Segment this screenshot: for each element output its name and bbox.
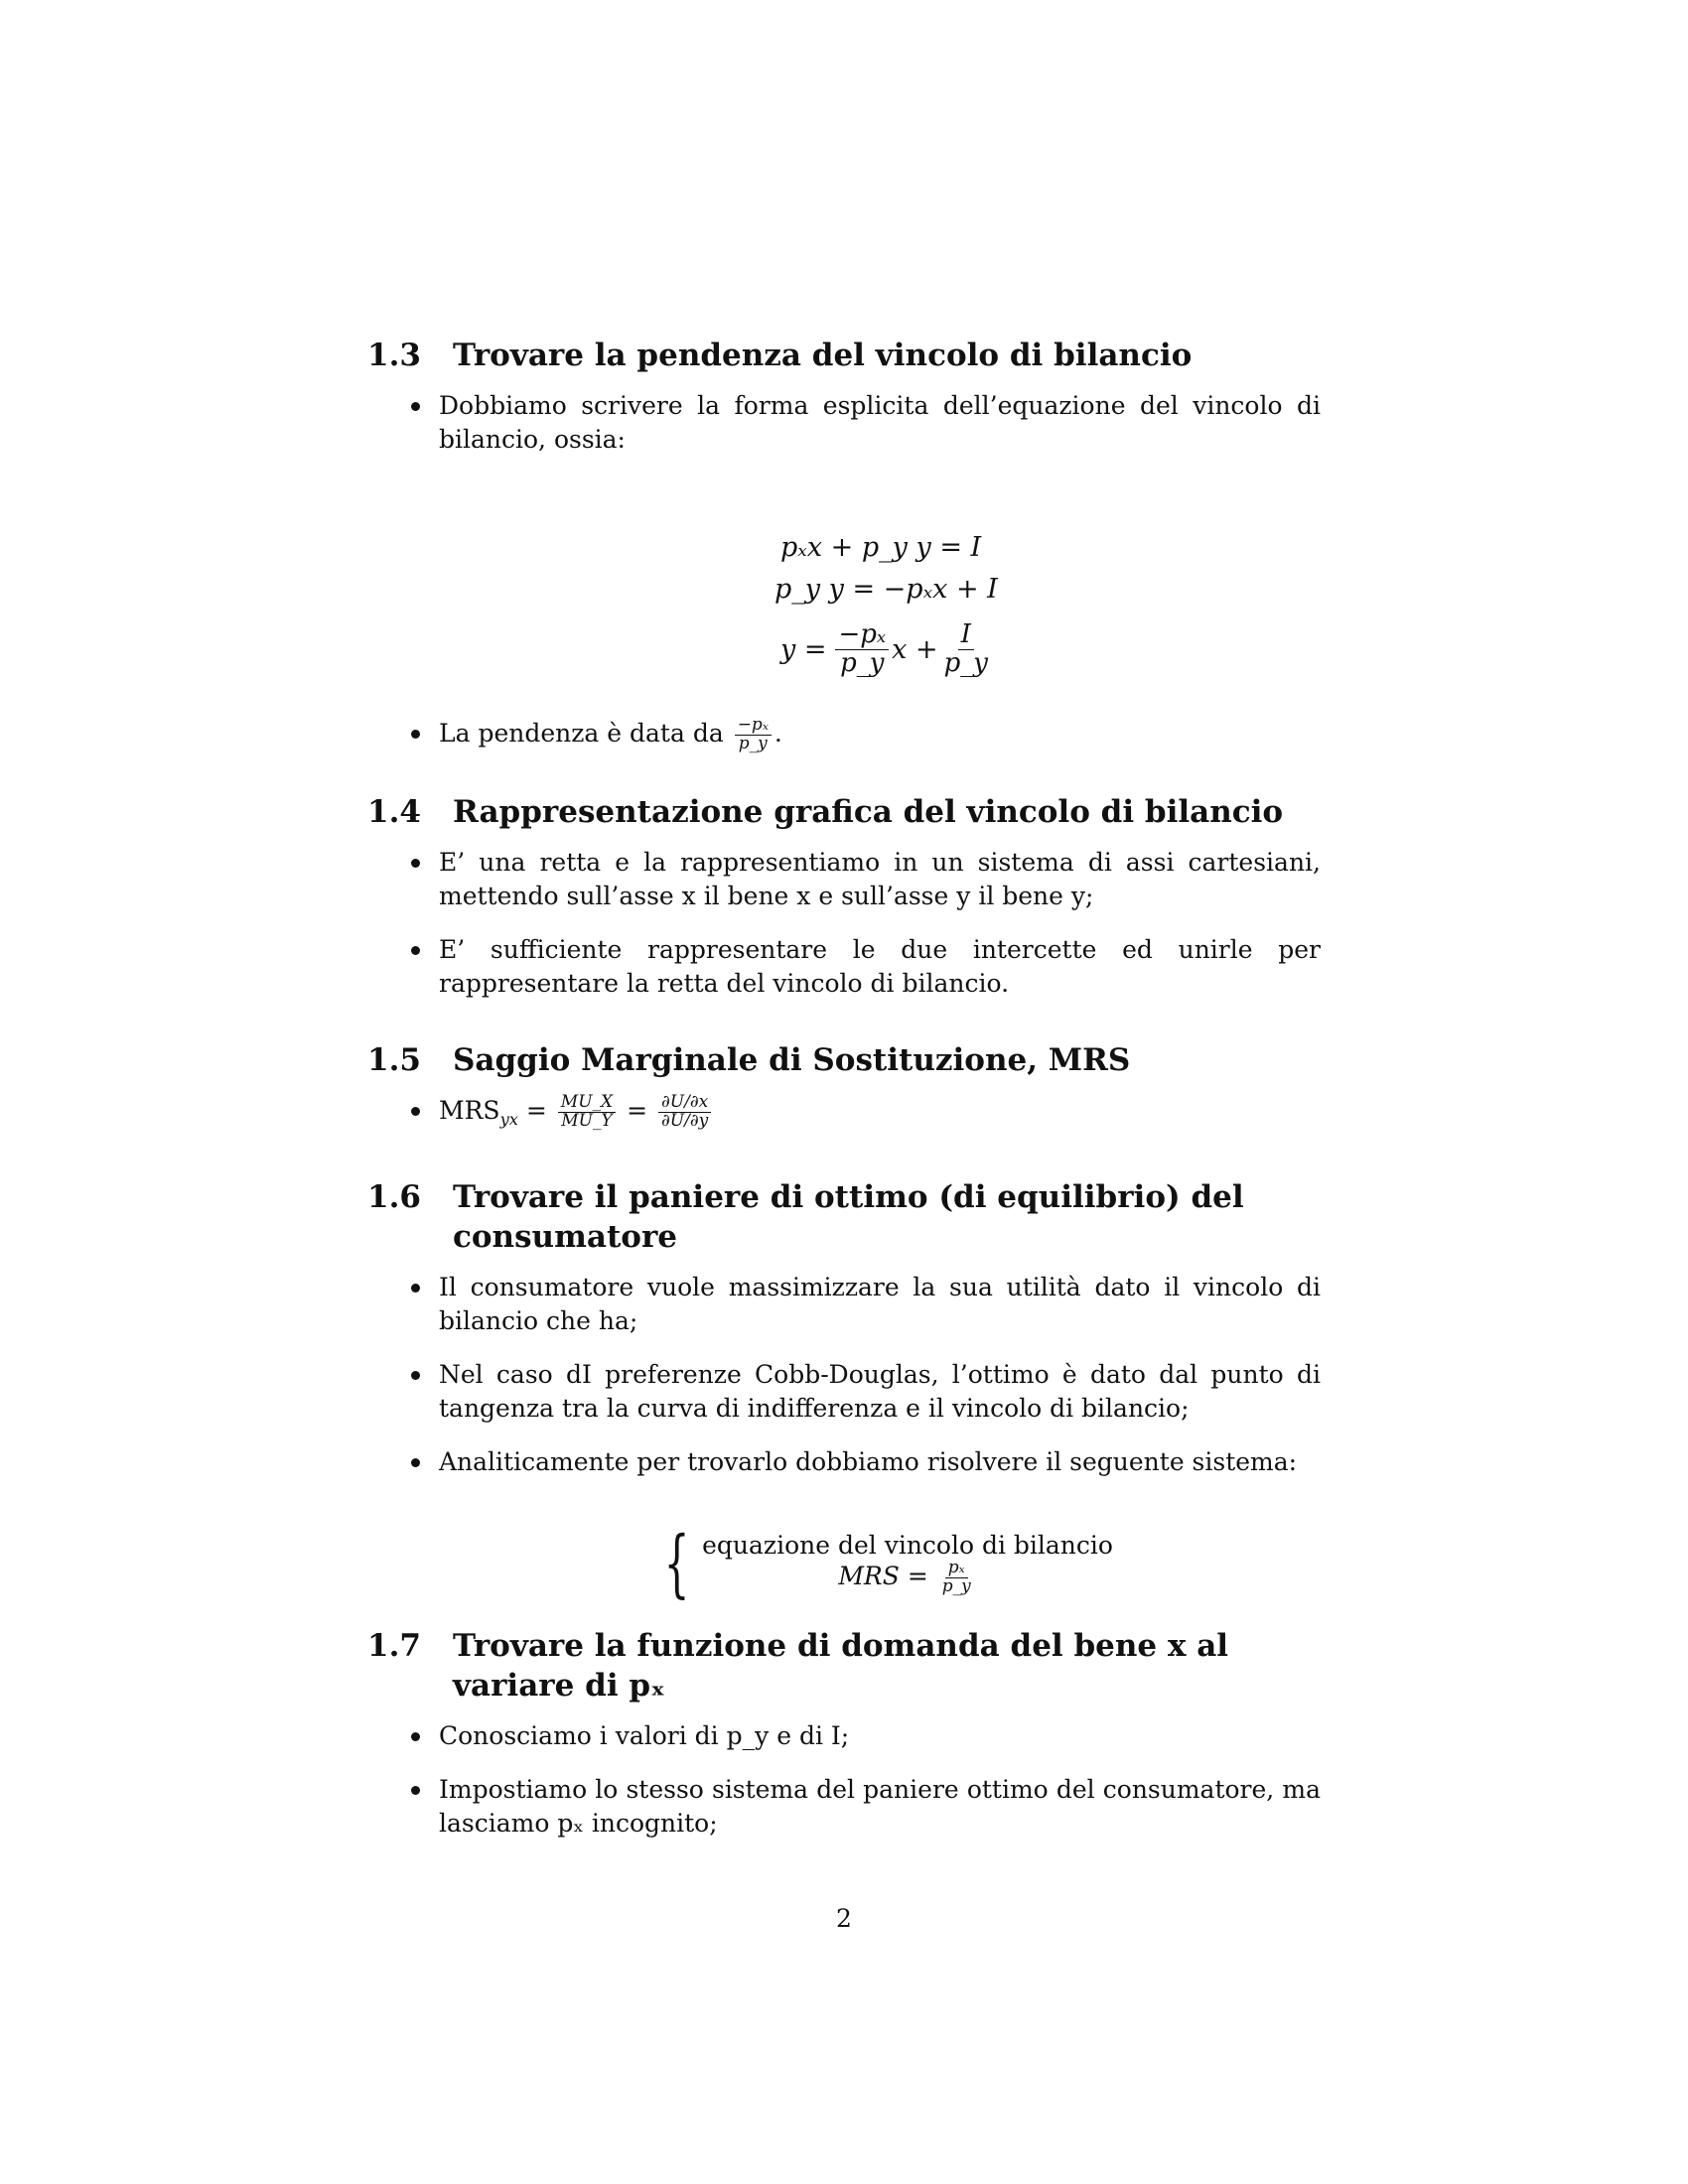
system-line-1: equazione del vincolo di bilancio [702, 1531, 1113, 1561]
list-item: $MRS_{yx}$ = $\frac{MU\_X}{MU\_Y}$ = $\frac{\partial U/\partial x}{\partial U/\partial y}$ [367, 1094, 1321, 1137]
fraction-denominator: ∂U/∂y [660, 1111, 709, 1131]
fraction-denominator: p_y [840, 647, 885, 678]
bullet-list [367, 1719, 1321, 1841]
fraction [941, 621, 991, 677]
section-1-6 [367, 1177, 1321, 1499]
bullet-list [367, 846, 1321, 1001]
section-number: 1.5 [367, 1042, 421, 1078]
bullet-icon [411, 946, 420, 955]
fraction-numerator: −pₓ [735, 717, 772, 736]
section-title: Trovare la pendenza del vincolo di bilancio [453, 338, 1193, 373]
equation-3-lhs: y = [780, 633, 827, 665]
item-text: E’ sufficiente rappresentare le due intercette ed unirle per rappresentare la retta del vincolo di bilancio. [439, 935, 1321, 998]
bullet-list [367, 389, 1321, 457]
section-number: 1.7 [367, 1628, 421, 1664]
fraction-numerator: −pₓ [835, 621, 889, 649]
section-1-7 [367, 1626, 1321, 1860]
bullet-list [367, 717, 1321, 753]
bullet-icon [411, 402, 420, 411]
item-text: Impostiamo lo stesso sistema del paniere ottimo del consumatore, ma lasciamo pₓ incognito; [439, 1775, 1321, 1838]
section-title: Trovare la funzione di domanda del bene x al variare di pₓ [453, 1628, 1229, 1704]
section-1-3-cont [367, 717, 1321, 773]
bullet-list [367, 1271, 1321, 1479]
bullet-icon [411, 730, 420, 739]
equation-system [653, 1521, 1113, 1606]
equation-2: p_y y = −pₓx + I [774, 573, 998, 605]
section-title: Rappresentazione grafica del vincolo di bilancio [453, 794, 1284, 830]
bullet-icon [411, 1732, 420, 1741]
list-item [367, 1773, 1321, 1841]
item-text: E’ una retta e la rappresentiamo in un sistema di assi cartesiani, mettendo sull’asse x il bene x e sull’asse y il bene y; [439, 848, 1321, 910]
system-lines [702, 1531, 1113, 1596]
list-item [367, 846, 1321, 913]
section-title: Trovare il paniere di ottimo (di equilibrio) del consumatore [453, 1179, 1244, 1255]
equation-block [695, 526, 1092, 689]
section-1-4 [367, 792, 1321, 1021]
bullet-icon [411, 1284, 420, 1293]
fraction [939, 1560, 974, 1596]
fraction-denominator: MU_Y [561, 1111, 613, 1131]
equation-row [695, 610, 1092, 689]
fraction-denominator: p_y [738, 734, 768, 753]
section-1-3 [367, 336, 1321, 477]
section-number: 1.4 [367, 794, 421, 830]
fraction [658, 1094, 711, 1131]
fraction [835, 621, 889, 677]
section-number: 1.3 [367, 338, 421, 373]
equation-3-mid: x + [892, 633, 938, 665]
bullet-icon [411, 1107, 420, 1116]
bullet-icon [411, 1786, 420, 1795]
fraction-denominator: p_y [941, 1576, 971, 1596]
section-heading [367, 1040, 1321, 1080]
section-title: Saggio Marginale di Sostituzione, MRS [453, 1042, 1131, 1078]
list-item [367, 1445, 1321, 1479]
page-number: 2 [836, 1904, 852, 1933]
section-heading [367, 1177, 1321, 1257]
list-item [367, 1719, 1321, 1753]
list-item [367, 1358, 1321, 1426]
fraction-numerator: ∂U/∂x [658, 1094, 711, 1113]
mrs-label: MRS [439, 1096, 500, 1125]
system-line-2 [838, 1560, 976, 1596]
item-text: Analiticamente per trovarlo dobbiamo risolvere il seguente sistema: [439, 1447, 1298, 1476]
item-text: Il consumatore vuole massimizzare la sua utilità dato il vincolo di bilancio che ha; [439, 1273, 1321, 1335]
item-text: Nel caso dI preferenze Cobb-Douglas, l’ottimo è dato dal punto di tangenza tra la curva di indifferenza e il vincolo di bilancio; [439, 1360, 1321, 1423]
section-heading [367, 792, 1321, 832]
list-item: La pendenza è data da $\frac{\text{−pₓ}}{p\_y}$ . [367, 717, 1321, 753]
fraction-numerator: pₓ [945, 1560, 968, 1578]
equation-row [695, 568, 1092, 610]
section-1-5 [367, 1040, 1321, 1157]
equation-row [695, 526, 1092, 568]
bullet-list [367, 1094, 1321, 1137]
bullet-icon [411, 859, 420, 868]
list-item [367, 389, 1321, 457]
system-line-2-lhs: MRS = [838, 1562, 928, 1590]
fraction-denominator: p_y [943, 647, 988, 678]
section-heading [367, 1626, 1321, 1706]
slope-fraction [735, 717, 772, 753]
left-brace-icon: { [663, 1521, 690, 1606]
fraction-numerator: MU_X [558, 1094, 616, 1113]
list-item [367, 1271, 1321, 1338]
bullet-icon [411, 1371, 420, 1380]
item-text: La pendenza è data da [439, 719, 724, 748]
section-heading [367, 336, 1321, 375]
fraction [558, 1094, 616, 1131]
equation-1: pₓx + p_y y = I [780, 531, 982, 563]
list-item [367, 933, 1321, 1001]
mrs-subscript: yx [499, 1110, 518, 1129]
fraction-numerator: I [958, 621, 974, 649]
item-text: Conosciamo i valori di p_y e di I; [439, 1721, 850, 1750]
section-number: 1.6 [367, 1179, 421, 1215]
bullet-icon [411, 1458, 420, 1467]
item-text: Dobbiamo scrivere la forma esplicita dell’equazione del vincolo di bilancio, ossia: [439, 391, 1321, 454]
